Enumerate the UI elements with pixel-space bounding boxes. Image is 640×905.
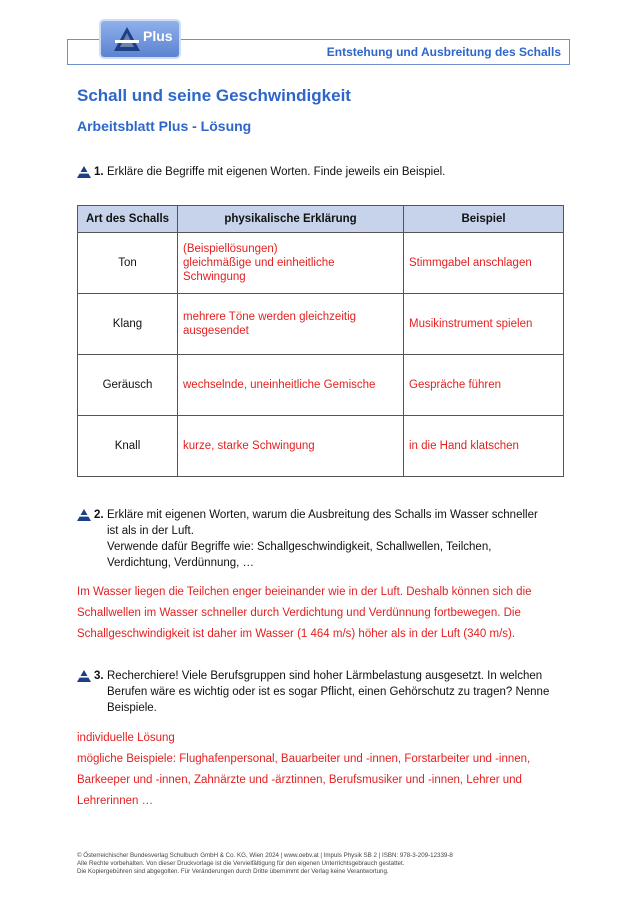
cell-erklaerung-text: gleichmäßige und einheitliche Schwingung [183,257,335,283]
plus-logo [101,21,179,57]
footer [77,852,453,876]
cell-note: (Beispiellösungen) [183,243,278,255]
task-2 [77,507,538,571]
sound-types-table [77,205,564,477]
table-row [78,355,564,416]
task-text-line: Verdichtung, Verdünnung, … [107,557,255,569]
footer-line: Die Kopiergebühren sind abgegolten. Für Veränderungen durch Dritte übernimmt der Verlag keine Verantwortung. [77,868,389,875]
cell-art: Ton [78,233,178,294]
cell-beispiel: Stimmgabel anschlagen [404,233,564,294]
task-1 [77,164,445,180]
answer-2 [77,582,532,645]
column-header: physikalische Erklärung [178,206,404,233]
task-text-line: Verwende dafür Begriffe wie: Schallgeschwindigkeit, Schallwellen, Teilchen, [107,541,492,553]
cell-beispiel: in die Hand klatschen [404,416,564,477]
page-title: Schall und seine Geschwindigkeit [77,86,351,105]
triangle-icon [77,670,91,682]
table-row [78,233,564,294]
logo-text: Plus [143,28,173,44]
answer-line: Barkeeper und -innen, Zahnärzte und -ärztinnen, Berufsmusiker und -innen, Lehrer und [77,774,522,786]
table-row [78,294,564,355]
task-3 [77,668,549,716]
cell-erklaerung [178,233,404,294]
answer-line: Lehrerinnen … [77,795,154,807]
task-number: 3. [94,670,104,682]
footer-line: Alle Rechte vorbehalten. Von dieser Druckvorlage ist die Vervielfältigung für den eigenen Unterrichtsgebrauch gestattet. [77,860,405,867]
footer-line: © Österreichischer Bundesverlag Schulbuch GmbH & Co. KG, Wien 2024 | www.oebv.at | Impuls Physik SB 2 | ISBN: 978-3-209-12339-8 [77,852,453,859]
task-number: 1. [94,166,104,178]
table-header-row [78,206,564,233]
triangle-logo-icon [113,26,141,52]
answer-line: Schallwellen im Wasser schneller durch Verdichtung und Verdünnung fortbewegen. Die [77,607,521,619]
header-title: Entstehung und Ausbreitung des Schalls [326,45,561,59]
triangle-icon [77,166,91,178]
task-text: Erkläre die Begriffe mit eigenen Worten. Finde jeweils ein Beispiel. [107,166,446,178]
cell-beispiel: Musikinstrument spielen [404,294,564,355]
task-number: 2. [94,509,104,521]
column-header: Beispiel [404,206,564,233]
answer-line: mögliche Beispiele: Flughafenpersonal, Bauarbeiter und -innen, Forstarbeiter und -innen, [77,753,531,765]
answer-3 [77,728,530,812]
column-header: Art des Schalls [78,206,178,233]
answer-line: individuelle Lösung [77,732,175,744]
cell-erklaerung: mehrere Töne werden gleichzeitig ausgesendet [178,294,404,355]
cell-erklaerung: wechselnde, uneinheitliche Gemische [178,355,404,416]
task-text-line: Beispiele. [107,702,157,714]
cell-beispiel: Gespräche führen [404,355,564,416]
task-text-line: Berufen wäre es wichtig oder ist es sogar Pflicht, einen Gehörschutz zu tragen? Nenne [107,686,550,698]
task-text-line: ist als in der Luft. [107,525,194,537]
table-row [78,416,564,477]
cell-erklaerung: kurze, starke Schwingung [178,416,404,477]
cell-art: Klang [78,294,178,355]
triangle-icon [77,509,91,521]
task-text-line: Recherchiere! Viele Berufsgruppen sind hoher Lärmbelastung ausgesetzt. In welchen [107,670,543,682]
task-text-line: Erkläre mit eigenen Worten, warum die Ausbreitung des Schalls im Wasser schneller [107,509,538,521]
answer-line: Schallgeschwindigkeit ist daher im Wasser (1 464 m/s) höher als in der Luft (340 m/s). [77,628,516,640]
cell-art: Geräusch [78,355,178,416]
cell-art: Knall [78,416,178,477]
answer-line: Im Wasser liegen die Teilchen enger beieinander wie in der Luft. Deshalb können sich die [77,586,532,598]
page-subtitle: Arbeitsblatt Plus - Lösung [77,118,252,134]
